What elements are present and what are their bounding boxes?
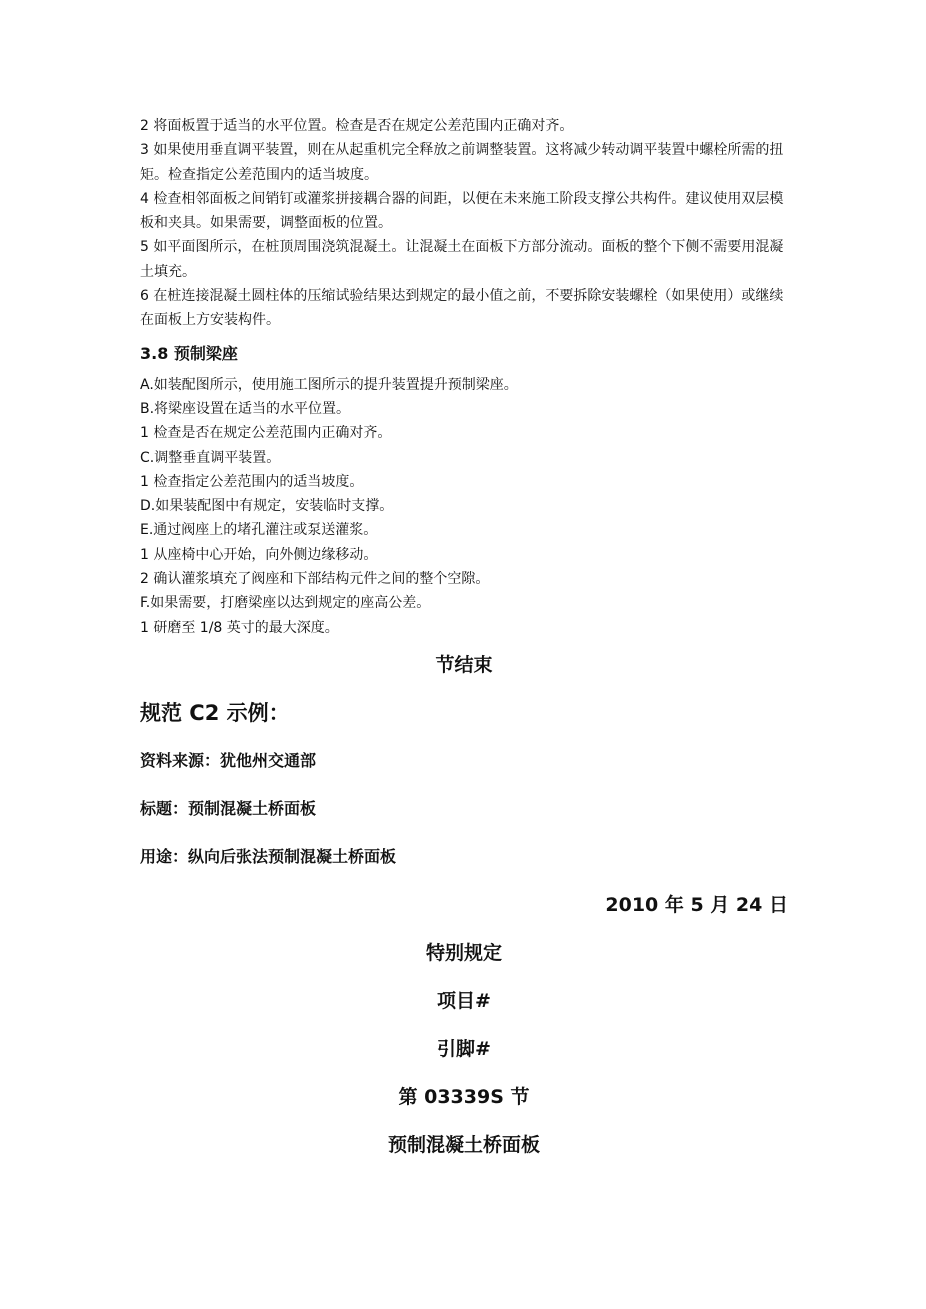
paragraph: 6 在桩连接混凝土圆柱体的压缩试验结果达到规定的最小值之前，不要拆除安装螺栓（如果使用）或继续在面板上方安装构件。 bbox=[140, 288, 784, 329]
spec-example-title: 规范 C2 示例： bbox=[140, 700, 290, 725]
section-title: 预制混凝土桥面板 bbox=[387, 1133, 540, 1156]
paragraph: 2 将面板置于适当的水平位置。检查是否在规定公差范围内正确对齐。 bbox=[140, 118, 574, 134]
list-item: 1 检查指定公差范围内的适当坡度。 bbox=[140, 473, 364, 490]
list-item: 1 从座椅中心开始，向外侧边缘移动。 bbox=[140, 546, 378, 563]
list-item: F.如果需要，打磨梁座以达到规定的座高公差。 bbox=[140, 595, 431, 612]
list-item: 1 研磨至 1/8 英寸的最大深度。 bbox=[140, 619, 339, 636]
list-item: A.如装配图所示，使用施工图所示的提升装置提升预制梁座。 bbox=[140, 376, 518, 393]
list-item: E.通过阀座上的堵孔灌注或泵送灌浆。 bbox=[140, 522, 378, 539]
title-line: 标题：预制混凝土桥面板 bbox=[140, 798, 317, 818]
date: 2010 年 5 月 24 日 bbox=[605, 893, 788, 916]
list-item: D.如果装配图中有规定，安装临时支撑。 bbox=[140, 498, 394, 515]
footnote-number: 引脚# bbox=[437, 1037, 491, 1060]
paragraph: 3 如果使用垂直调平装置，则在从起重机完全释放之前调整装置。这将减少转动调平装置中螺栓所需的扭矩。检查指定公差范围内的适当坡度。 bbox=[140, 142, 784, 183]
project-number: 项目# bbox=[437, 989, 491, 1012]
section-heading: 3.8 预制梁座 bbox=[140, 343, 238, 363]
list-item: 1 检查是否在规定公差范围内正确对齐。 bbox=[140, 425, 392, 442]
document-page bbox=[140, 114, 788, 1161]
list-item: B.将梁座设置在适当的水平位置。 bbox=[140, 400, 351, 417]
source-line: 资料来源：犹他州交通部 bbox=[140, 750, 317, 770]
section-number: 第 03339S 节 bbox=[398, 1085, 530, 1108]
paragraph: 4 检查相邻面板之间销钉或灌浆拼接耦合器的间距，以便在未来施工阶段支撑公共构件。建议使用双层模板和夹具。如果需要，调整面板的位置。 bbox=[140, 190, 784, 232]
usage-line: 用途：纵向后张法预制混凝土桥面板 bbox=[140, 846, 397, 866]
list-item: 2 确认灌浆填充了阀座和下部结构元件之间的整个空隙。 bbox=[140, 571, 490, 588]
list-item: C.调整垂直调平装置。 bbox=[140, 449, 281, 466]
special-provisions: 特别规定 bbox=[425, 941, 502, 964]
paragraph: 5 如平面图所示，在桩顶周围浇筑混凝土。让混凝土在面板下方部分流动。面板的整个下侧不需要用混凝土填充。 bbox=[140, 239, 784, 280]
section-end: 节结束 bbox=[435, 653, 493, 676]
